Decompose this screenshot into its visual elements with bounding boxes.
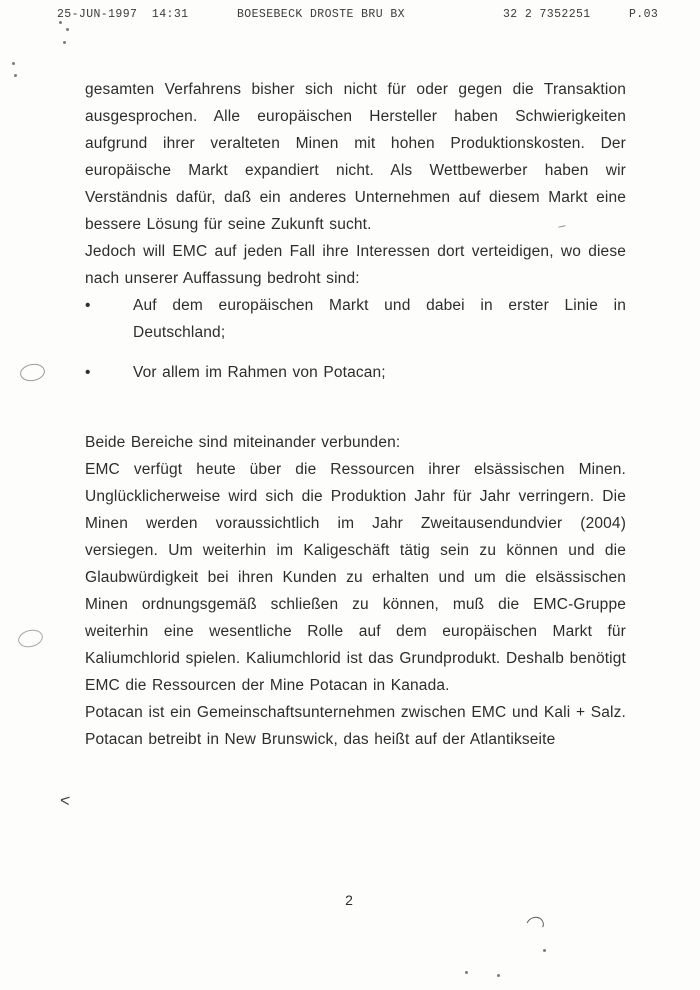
scan-artifact-dot	[497, 974, 500, 977]
paragraph-continuation: gesamten Verfahrens bisher sich nicht für oder gegen die Transaktion ausgesprochen. Alle europäischen Hersteller haben Schwierigkeiten aufgrund ihrer veralteten Minen mit hohen Produktionskosten. Der europäische Markt expandiert nicht. Als Wettbewerber haben wir Verständnis dafür, daß ein anderes Unternehmen auf diesem Markt eine bessere Lösung für seine Zukunft sucht.	[85, 81, 626, 233]
handwritten-margin-mark: <	[59, 790, 71, 811]
scan-artifact-dot	[66, 28, 69, 31]
bullet-icon: •	[85, 297, 91, 314]
bullet-item	[85, 359, 626, 386]
fax-sender: BOESEBECK DROSTE BRU BX	[237, 8, 405, 21]
document-body	[85, 76, 626, 753]
bullet-item	[85, 292, 626, 346]
fax-page-code: P.03	[629, 8, 659, 21]
scan-artifact-dot	[63, 41, 66, 44]
paragraph: Jedoch will EMC auf jeden Fall ihre Interessen dort verteidigen, wo diese nach unserer Auffassung bedroht sind:	[85, 243, 626, 287]
bullet-text: Vor allem im Rahmen von Potacan;	[133, 364, 386, 381]
scan-artifact-dot	[543, 949, 546, 952]
bullet-text: Auf dem europäischen Markt und dabei in erster Linie in Deutschland;	[133, 297, 626, 341]
bullet-icon: •	[85, 364, 91, 381]
fax-number: 32 2 7352251	[503, 8, 591, 21]
fax-datetime: 25-JUN-1997 14:31	[57, 8, 189, 21]
punch-hole-mark	[19, 362, 47, 383]
paragraph: Potacan ist ein Gemeinschaftsunternehmen zwischen EMC und Kali + Salz. Potacan betreibt in New Brunswick, das heißt auf der Atlantikseite	[85, 704, 626, 748]
page-number: 2	[345, 892, 353, 908]
paragraph: EMC verfügt heute über die Ressourcen ihrer elsässischen Minen. Unglücklicherweise wird sich die Produktion Jahr für Jahr verringern. Die Minen werden voraussichtlich im Jahr Zweitausendundvier (2004) versiegen. Um weiterhin im Kaligeschäft tätig sein zu können und die Glaubwürdigkeit bei ihren Kunden zu erhalten und um die elsässischen Minen ordnungsgemäß schließen zu können, muß die EMC-Gruppe weiterhin eine wesentliche Rolle auf dem europäischen Markt für Kaliumchlorid spielen. Kaliumchlorid ist das Grundprodukt. Deshalb benötigt EMC die Ressourcen der Mine Potacan in Kanada.	[85, 461, 626, 694]
scan-artifact-dot	[12, 62, 15, 65]
scan-artifact-dot	[14, 74, 17, 77]
scan-artifact-dot	[465, 971, 468, 974]
scan-artifact-curl	[523, 914, 546, 936]
punch-hole-mark	[16, 627, 44, 650]
paragraph: Beide Bereiche sind miteinander verbunden:	[85, 434, 401, 451]
scan-artifact-dot	[59, 21, 62, 24]
bullet-list	[85, 292, 626, 386]
